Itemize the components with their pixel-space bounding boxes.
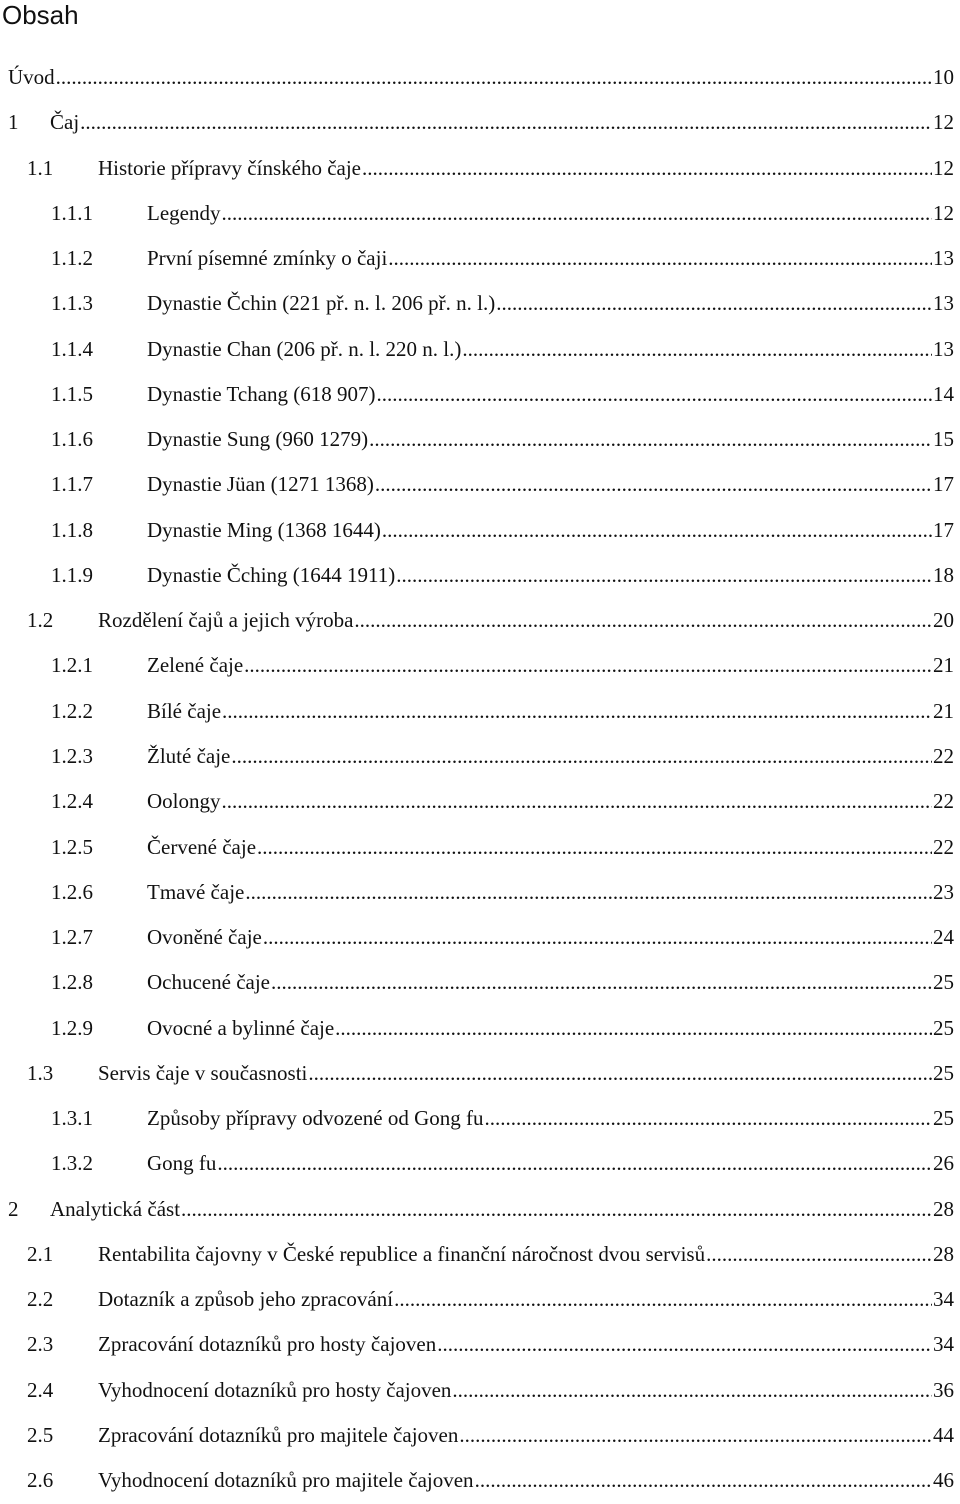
- toc-entry-page-number[interactable]: 34: [933, 1332, 954, 1357]
- dot-leader: [382, 508, 932, 553]
- dot-leader: [475, 1458, 932, 1503]
- toc-entry-number: 1.1.8: [51, 517, 93, 542]
- toc-entry-number: 1.1: [27, 155, 54, 180]
- dot-leader: [485, 1096, 932, 1141]
- toc-entry[interactable]: [0, 1141, 960, 1186]
- toc-entry[interactable]: [0, 553, 960, 598]
- toc-entry-title[interactable]: Dynastie Sung (960 1279): [147, 427, 369, 452]
- toc-entry-page-number[interactable]: 23: [933, 879, 954, 904]
- toc-entry-page-number[interactable]: 25: [933, 1106, 954, 1131]
- toc-entry-page-number[interactable]: 28: [933, 1241, 954, 1266]
- toc-entry-page-number[interactable]: 34: [933, 1287, 954, 1312]
- toc-entry[interactable]: [0, 598, 960, 643]
- dot-leader: [245, 870, 932, 915]
- toc-entry-title[interactable]: Servis čaje v současnosti: [98, 1060, 308, 1085]
- dot-leader: [375, 462, 932, 507]
- toc-entry[interactable]: [0, 1368, 960, 1413]
- toc-entry-page-number[interactable]: 22: [933, 743, 954, 768]
- toc-entry-number: 1.2.8: [51, 970, 93, 995]
- toc-entry-page-number[interactable]: 12: [933, 110, 954, 135]
- toc-entry-number: 1.3.2: [51, 1151, 93, 1176]
- dot-leader: [362, 146, 932, 191]
- dot-leader: [369, 417, 932, 462]
- toc-entry[interactable]: [0, 1277, 960, 1322]
- toc-entry[interactable]: [0, 327, 960, 372]
- toc-entry-number: 1.2.4: [51, 789, 93, 814]
- toc-entry[interactable]: [0, 55, 960, 100]
- toc-entry-page-number[interactable]: 12: [933, 200, 954, 225]
- toc-entry-title[interactable]: Dynastie Tchang (618 907): [147, 381, 376, 406]
- toc-entry-number: 1.1.1: [51, 200, 93, 225]
- toc-entry-page-number[interactable]: 21: [933, 698, 954, 723]
- toc-entry-number: 2.1: [27, 1241, 54, 1266]
- toc-entry-title[interactable]: Žluté čaje: [147, 743, 231, 768]
- dot-leader: [222, 689, 932, 734]
- toc-entry-page-number[interactable]: 10: [933, 65, 954, 89]
- toc-entry-title[interactable]: Dynastie Jüan (1271 1368): [147, 472, 374, 497]
- dot-leader: [706, 1232, 932, 1277]
- toc-entry-title[interactable]: Vyhodnocení dotazníků pro majitele čajoven: [98, 1468, 474, 1493]
- toc-entry-title[interactable]: Historie přípravy čínského čaje: [98, 155, 361, 180]
- toc-entry-number: 2.4: [27, 1377, 54, 1402]
- dot-leader: [244, 643, 932, 688]
- dot-leader: [388, 236, 932, 281]
- toc-entry-page-number[interactable]: 17: [933, 517, 954, 542]
- toc-entry[interactable]: [0, 779, 960, 824]
- toc-entry-number: 1.1.4: [51, 336, 93, 361]
- toc-entry-number: 1.3: [27, 1060, 54, 1085]
- toc-entry-page-number[interactable]: 13: [933, 336, 954, 361]
- toc-entry-title[interactable]: Rentabilita čajovny v České republice a finanční náročnost dvou servisů: [98, 1241, 706, 1266]
- dot-leader: [462, 327, 932, 372]
- dot-leader: [217, 1141, 932, 1186]
- toc-entry-number: 1.1.9: [51, 562, 93, 587]
- dot-leader: [377, 372, 932, 417]
- dot-leader: [354, 598, 932, 643]
- toc-entry-page-number[interactable]: 22: [933, 834, 954, 859]
- toc-entry[interactable]: [0, 508, 960, 553]
- toc-entry-page-number[interactable]: 44: [933, 1422, 954, 1447]
- toc-entry-number: 1.2.3: [51, 743, 93, 768]
- table-of-contents: [0, 55, 960, 1504]
- toc-entry[interactable]: [0, 1322, 960, 1367]
- dot-leader: [56, 55, 932, 100]
- toc-entry-title[interactable]: Bílé čaje: [147, 698, 222, 723]
- toc-entry-title[interactable]: Rozdělení čajů a jejich výroba: [98, 608, 354, 633]
- toc-entry[interactable]: [0, 825, 960, 870]
- toc-entry-page-number[interactable]: 28: [933, 1196, 954, 1221]
- toc-entry[interactable]: [0, 643, 960, 688]
- dot-leader: [80, 100, 932, 145]
- toc-entry-page-number[interactable]: 15: [933, 427, 954, 452]
- dot-leader: [335, 1006, 932, 1051]
- dot-leader: [271, 960, 932, 1005]
- toc-entry-title[interactable]: Ovocné a bylinné čaje: [147, 1015, 335, 1040]
- toc-entry-title[interactable]: Dynastie Ming (1368 1644): [147, 517, 381, 542]
- toc-entry[interactable]: [0, 1096, 960, 1141]
- toc-entry-page-number[interactable]: 22: [933, 789, 954, 814]
- toc-entry-page-number[interactable]: 26: [933, 1151, 954, 1176]
- toc-entry-title[interactable]: Oolongy: [147, 789, 221, 814]
- toc-entry-page-number[interactable]: 24: [933, 925, 954, 950]
- dot-leader: [437, 1322, 932, 1367]
- toc-entry-title[interactable]: Vyhodnocení dotazníků pro hosty čajoven: [98, 1377, 452, 1402]
- toc-entry-page-number[interactable]: 46: [933, 1468, 954, 1493]
- toc-entry-page-number[interactable]: 36: [933, 1377, 954, 1402]
- toc-entry[interactable]: [0, 281, 960, 326]
- toc-entry-number: 1.2.9: [51, 1015, 93, 1040]
- toc-entry-page-number[interactable]: 25: [933, 970, 954, 995]
- dot-leader: [263, 915, 932, 960]
- toc-entry[interactable]: [0, 870, 960, 915]
- toc-entry-number: 1.1.6: [51, 427, 93, 452]
- toc-entry-number: 1.2.5: [51, 834, 93, 859]
- toc-entry-page-number[interactable]: 17: [933, 472, 954, 497]
- toc-entry-title[interactable]: Úvod: [8, 65, 55, 89]
- toc-entry-number: 2.5: [27, 1422, 54, 1447]
- toc-entry[interactable]: [0, 1187, 960, 1232]
- toc-entry[interactable]: [0, 236, 960, 281]
- toc-entry[interactable]: [0, 1006, 960, 1051]
- toc-entry-number: 2.3: [27, 1332, 54, 1357]
- dot-leader: [452, 1368, 932, 1413]
- toc-entry-page-number[interactable]: 20: [933, 608, 954, 633]
- toc-entry-number: 1.1.7: [51, 472, 93, 497]
- toc-entry-title[interactable]: Legendy: [147, 200, 221, 225]
- dot-leader: [231, 734, 932, 779]
- toc-entry-page-number[interactable]: 13: [933, 246, 954, 271]
- toc-entry[interactable]: [0, 1413, 960, 1458]
- toc-entry-page-number[interactable]: 12: [933, 155, 954, 180]
- toc-entry-number: 1: [8, 110, 19, 135]
- toc-entry-title[interactable]: Analytická část: [50, 1196, 181, 1221]
- dot-leader: [222, 779, 933, 824]
- toc-entry-title[interactable]: Zpracování dotazníků pro hosty čajoven: [98, 1332, 437, 1357]
- toc-entry-title[interactable]: Dynastie Čching (1644 1911): [147, 562, 396, 587]
- dot-leader: [221, 191, 932, 236]
- toc-entry-title[interactable]: Dynastie Čchin (221 př. n. l. 206 př. n. l.): [147, 291, 496, 316]
- toc-entry-title[interactable]: Tmavé čaje: [147, 879, 245, 904]
- toc-entry-number: 1.2.6: [51, 879, 93, 904]
- dot-leader: [308, 1051, 932, 1096]
- toc-entry-number: 2.6: [27, 1468, 54, 1493]
- dot-leader: [396, 553, 932, 598]
- toc-entry-number: 1.1.5: [51, 381, 93, 406]
- toc-entry[interactable]: [0, 915, 960, 960]
- toc-entry-title[interactable]: Gong fu: [147, 1151, 217, 1176]
- page-title: Obsah: [2, 0, 79, 30]
- toc-entry-page-number[interactable]: 18: [933, 562, 954, 587]
- toc-entry[interactable]: [0, 100, 960, 145]
- toc-entry-number: 1.1.2: [51, 246, 93, 271]
- toc-entry-title[interactable]: Ovoněné čaje: [147, 925, 262, 950]
- toc-entry-title[interactable]: Červené čaje: [147, 834, 257, 859]
- toc-entry-number: 2.2: [27, 1287, 54, 1312]
- toc-entry-page-number[interactable]: 13: [933, 291, 954, 316]
- toc-entry[interactable]: [0, 462, 960, 507]
- dot-leader: [459, 1413, 932, 1458]
- toc-entry-number: 1.3.1: [51, 1106, 93, 1131]
- toc-entry-page-number[interactable]: 14: [933, 381, 954, 406]
- toc-entry-title[interactable]: Čaj: [50, 110, 80, 135]
- toc-entry[interactable]: [0, 191, 960, 236]
- toc-entry-title[interactable]: Dotazník a způsob jeho zpracování: [98, 1287, 394, 1312]
- toc-entry[interactable]: [0, 1458, 960, 1503]
- dot-leader: [496, 281, 932, 326]
- toc-entry[interactable]: [0, 689, 960, 734]
- dot-leader: [181, 1187, 932, 1232]
- toc-entry[interactable]: [0, 960, 960, 1005]
- toc-entry[interactable]: [0, 734, 960, 779]
- toc-entry-number: 1.2.2: [51, 698, 93, 723]
- toc-entry[interactable]: [0, 1051, 960, 1096]
- toc-entry-title[interactable]: Dynastie Chan (206 př. n. l. 220 n. l.): [147, 336, 462, 361]
- toc-entry-page-number[interactable]: 25: [933, 1015, 954, 1040]
- toc-entry-number: 1.2.7: [51, 925, 93, 950]
- toc-entry-number: 1.1.3: [51, 291, 93, 316]
- dot-leader: [394, 1277, 932, 1322]
- toc-entry-title[interactable]: Zelené čaje: [147, 653, 244, 678]
- toc-entry-title[interactable]: Ochucené čaje: [147, 970, 270, 995]
- toc-entry-number: 1.2.1: [51, 653, 93, 678]
- toc-entry[interactable]: [0, 146, 960, 191]
- toc-entry[interactable]: [0, 372, 960, 417]
- dot-leader: [257, 825, 932, 870]
- toc-entry[interactable]: [0, 1232, 960, 1277]
- toc-entry-title[interactable]: První písemné zmínky o čaji: [147, 246, 388, 271]
- toc-entry-page-number[interactable]: 21: [933, 653, 954, 678]
- toc-entry-title[interactable]: Způsoby přípravy odvozené od Gong fu: [147, 1106, 484, 1131]
- toc-entry-number: 2: [8, 1196, 19, 1221]
- toc-entry-page-number[interactable]: 25: [933, 1060, 954, 1085]
- toc-entry-title[interactable]: Zpracování dotazníků pro majitele čajoven: [98, 1422, 459, 1447]
- toc-entry-number: 1.2: [27, 608, 54, 633]
- toc-entry[interactable]: [0, 417, 960, 462]
